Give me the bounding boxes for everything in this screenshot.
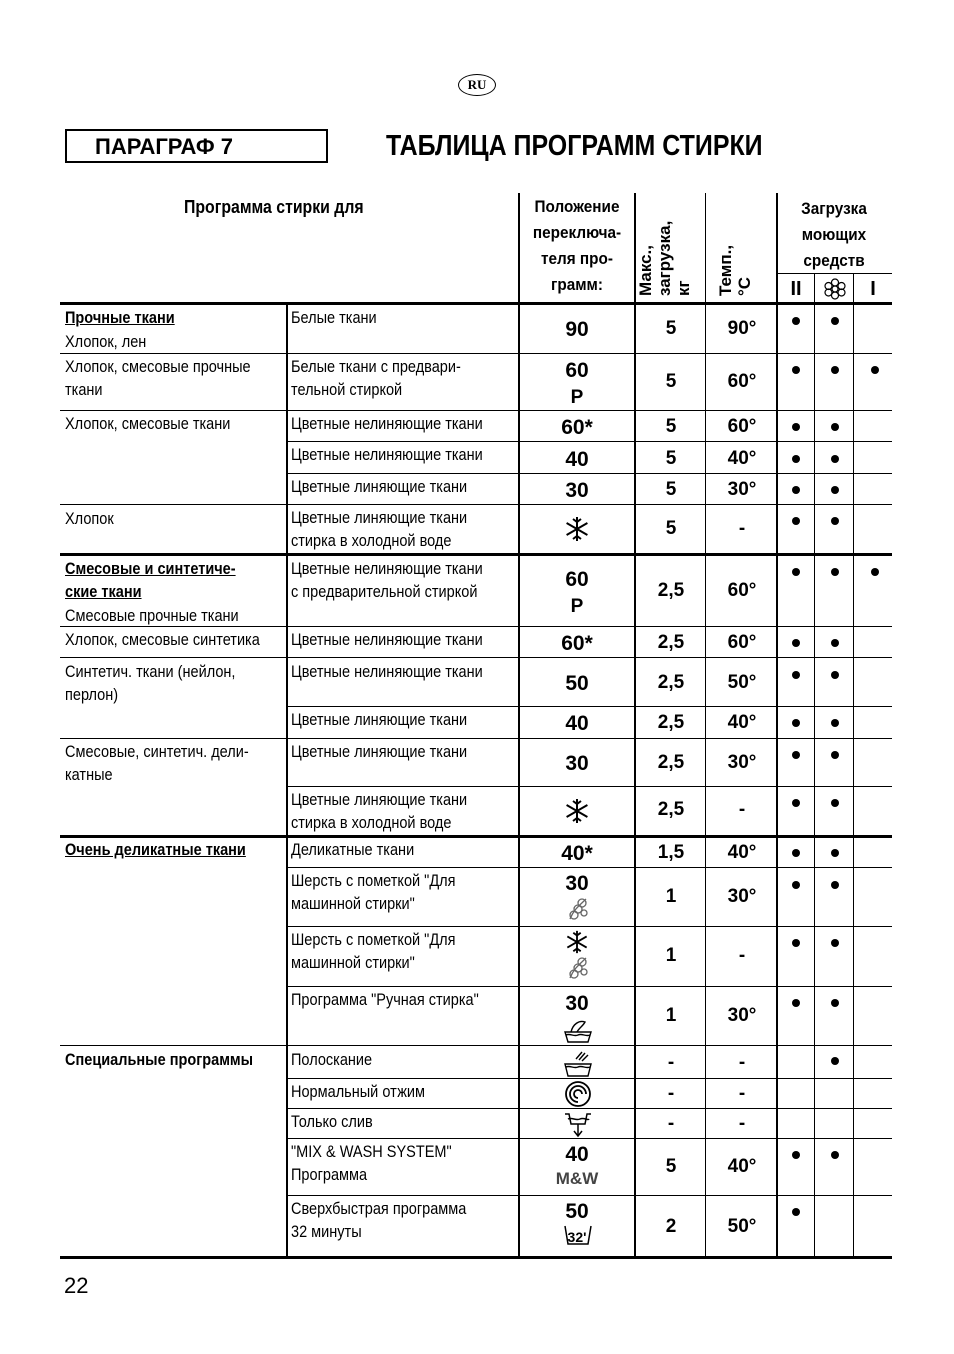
group-label: Специальные программы (65, 1051, 254, 1069)
group-label: Смесовые и синтетиче- (65, 560, 236, 578)
detergent-col-I: I (870, 278, 876, 300)
wool-icon (566, 895, 590, 921)
hand-wash-icon (563, 1016, 593, 1044)
page-title: ТАБЛИЦА ПРОГРАММ СТИРКИ (386, 130, 763, 162)
group-label: ские ткани (65, 583, 142, 601)
header-position: Положение переключа- теля про- грамм: (532, 197, 622, 294)
section-label: ПАРАГРАФ 7 (65, 129, 328, 163)
group-label: Синтетич. ткани (нейлон, (65, 663, 236, 681)
group-label: Хлопок, смесовые прочные (65, 358, 251, 376)
flower-icon (822, 278, 848, 300)
group-label: Хлопок, лен (65, 333, 147, 351)
wash-tub-icon (563, 1224, 593, 1246)
group-label: Хлопок, смесовые ткани (65, 415, 231, 433)
language-badge: RU (458, 74, 496, 96)
group-label: перлон) (65, 686, 119, 704)
header-program: Программа стирки для (184, 197, 364, 217)
group-label: Смесовые прочные ткани (65, 607, 239, 625)
group-label: Прочные ткани (65, 309, 175, 327)
header-max-load: Макс., загрузка, кг (636, 220, 693, 296)
header-detergent: Загрузка моющих средств (801, 199, 867, 270)
rinse-icon (563, 1050, 593, 1078)
group-label: катные (65, 766, 113, 784)
snowflake-icon (563, 797, 591, 825)
group-label: ткани (65, 381, 103, 399)
snowflake-icon (563, 929, 591, 955)
group-label: Хлопок (65, 510, 114, 528)
spin-icon (564, 1080, 592, 1108)
snowflake-icon (563, 515, 591, 543)
group-label: Очень деликатные ткани (65, 841, 246, 859)
wool-icon (566, 954, 590, 980)
page-number: 22 (64, 1273, 89, 1298)
group-label: Хлопок, смесовые синтетика (65, 631, 260, 649)
detergent-col-II: II (790, 278, 802, 300)
drain-icon (563, 1110, 593, 1138)
header-temperature: Темп., °С (716, 244, 754, 296)
group-label: Смесовые, синтетич. дели- (65, 743, 249, 761)
